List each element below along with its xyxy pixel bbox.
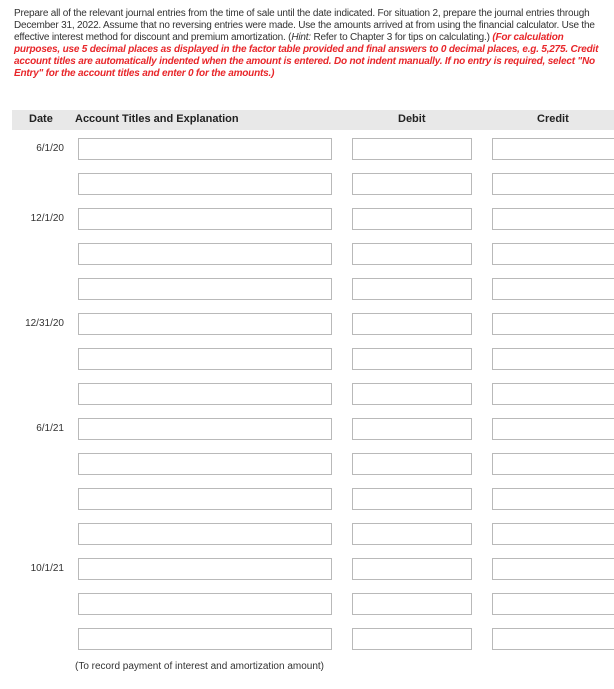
credit-input[interactable]: [492, 173, 614, 195]
debit-input[interactable]: [352, 523, 472, 545]
account-title-input[interactable]: [78, 628, 332, 650]
debit-input[interactable]: [352, 383, 472, 405]
entry-date: 6/1/20: [36, 143, 64, 154]
account-title-input[interactable]: [78, 383, 332, 405]
credit-input[interactable]: [492, 628, 614, 650]
account-title-input[interactable]: [78, 523, 332, 545]
account-title-input[interactable]: [78, 453, 332, 475]
debit-input[interactable]: [352, 243, 472, 265]
credit-input[interactable]: [492, 523, 614, 545]
entry-date: 6/1/21: [36, 423, 64, 434]
account-title-input[interactable]: [78, 313, 332, 335]
entry-date: 12/31/20: [25, 318, 64, 329]
account-title-input[interactable]: [78, 138, 332, 160]
credit-input[interactable]: [492, 593, 614, 615]
debit-input[interactable]: [352, 453, 472, 475]
debit-input[interactable]: [352, 558, 472, 580]
credit-input[interactable]: [492, 488, 614, 510]
credit-input[interactable]: [492, 418, 614, 440]
header-debit: Debit: [398, 113, 426, 125]
account-title-input[interactable]: [78, 243, 332, 265]
credit-input[interactable]: [492, 208, 614, 230]
debit-input[interactable]: [352, 593, 472, 615]
credit-input[interactable]: [492, 383, 614, 405]
instructions-main: Prepare all of the relevant journal entries from the time of sale until the date indicated. For situation 2, prepare the journal entries through December 31, 2022. Assume that no reversing entries were made. Use the amounts arrived at from using the financial calculator. Use the effective interest method for discount and premium amortization. (: [14, 8, 595, 43]
credit-input[interactable]: [492, 278, 614, 300]
credit-input[interactable]: [492, 348, 614, 370]
header-credit: Credit: [537, 113, 569, 125]
credit-input[interactable]: [492, 558, 614, 580]
account-title-input[interactable]: [78, 348, 332, 370]
debit-input[interactable]: [352, 348, 472, 370]
memo-text: (To record payment of interest and amortization amount): [75, 661, 325, 672]
account-title-input[interactable]: [78, 173, 332, 195]
header-account: Account Titles and Explanation: [75, 113, 239, 125]
instructions-text: [14, 8, 602, 80]
debit-input[interactable]: [352, 628, 472, 650]
account-title-input[interactable]: [78, 593, 332, 615]
debit-input[interactable]: [352, 138, 472, 160]
debit-input[interactable]: [352, 418, 472, 440]
credit-input[interactable]: [492, 313, 614, 335]
debit-input[interactable]: [352, 208, 472, 230]
credit-input[interactable]: [492, 453, 614, 475]
account-title-input[interactable]: [78, 488, 332, 510]
debit-input[interactable]: [352, 173, 472, 195]
instructions-red-note: (For calculation purposes, use 5 decimal places as displayed in the factor table provided and final answers to 0 decimal places, e.g. 5,275. Credit account titles are automatically indented when the amount is entered. Do not indent manually. If no entry is required, select "No Entry" for the account titles and enter 0 for the amounts.): [14, 32, 599, 79]
entry-date: 10/1/21: [30, 563, 64, 574]
debit-input[interactable]: [352, 278, 472, 300]
account-title-input[interactable]: [78, 418, 332, 440]
account-title-input[interactable]: [78, 208, 332, 230]
debit-input[interactable]: [352, 313, 472, 335]
header-date: Date: [29, 113, 53, 125]
account-title-input[interactable]: [78, 558, 332, 580]
debit-input[interactable]: [352, 488, 472, 510]
instructions-hint: Refer to Chapter 3 for tips on calculating.): [310, 32, 493, 43]
credit-input[interactable]: [492, 138, 614, 160]
table-header: [12, 110, 614, 130]
account-title-input[interactable]: [78, 278, 332, 300]
entry-date: 12/1/20: [30, 213, 64, 224]
credit-input[interactable]: [492, 243, 614, 265]
hint-label: Hint:: [291, 32, 311, 43]
